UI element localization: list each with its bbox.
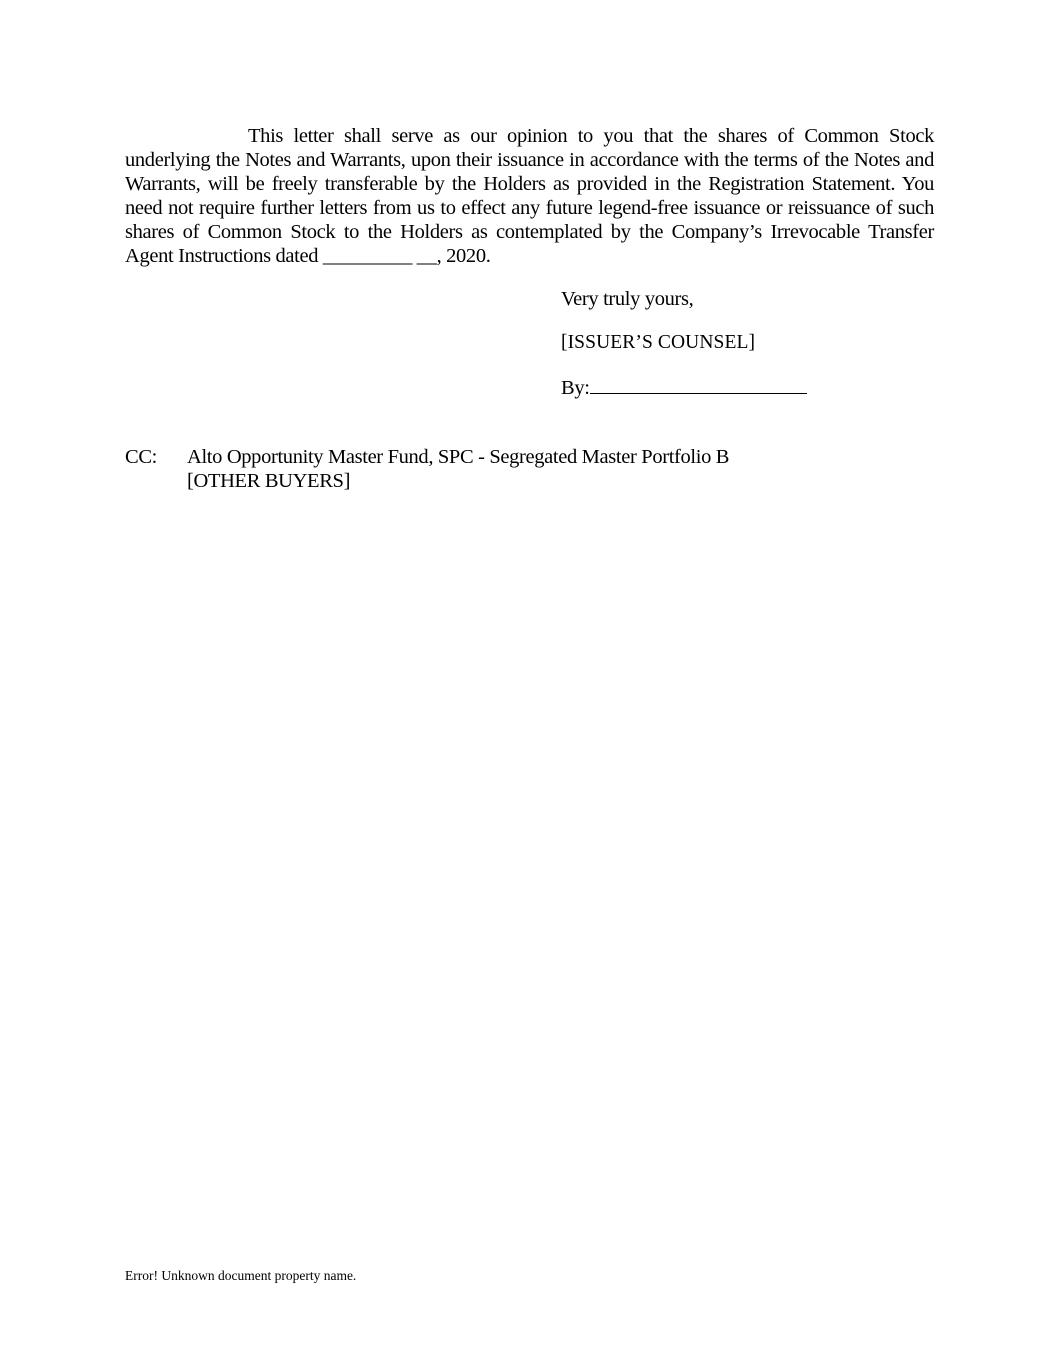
issuer-counsel-label: [ISSUER’S COUNSEL] xyxy=(561,332,756,353)
cc-recipient-list xyxy=(187,445,729,493)
cc-recipient: [OTHER BUYERS] xyxy=(187,470,351,492)
opinion-paragraph: This letter shall serve as our opinion to you that the shares of Common Stock underlying the Notes and Warrants, upon their issuance in accordance with the terms of the Notes and Warrants, will be freely transferable by the Holders as provided in the Registration Statement. You need not require further letters from us to effect any future legend-free issuance or reissuance of such shares of Common Stock to the Holders as contemplated by the Company’s Irrevocable Transfer Agent Instructions dated _________ __, 2020. xyxy=(125,125,934,267)
signature-block xyxy=(561,287,861,400)
cc-label: CC: xyxy=(125,446,157,468)
by-label: By: xyxy=(561,377,590,399)
closing-salutation: Very truly yours, xyxy=(561,288,694,310)
signature-by-line xyxy=(561,376,861,400)
signature-underline xyxy=(590,377,807,394)
cc-recipient: Alto Opportunity Master Fund, SPC - Segregated Master Portfolio B xyxy=(187,446,730,468)
cc-block xyxy=(125,445,885,493)
page-footer: Error! Unknown document property name. xyxy=(125,1268,357,1283)
